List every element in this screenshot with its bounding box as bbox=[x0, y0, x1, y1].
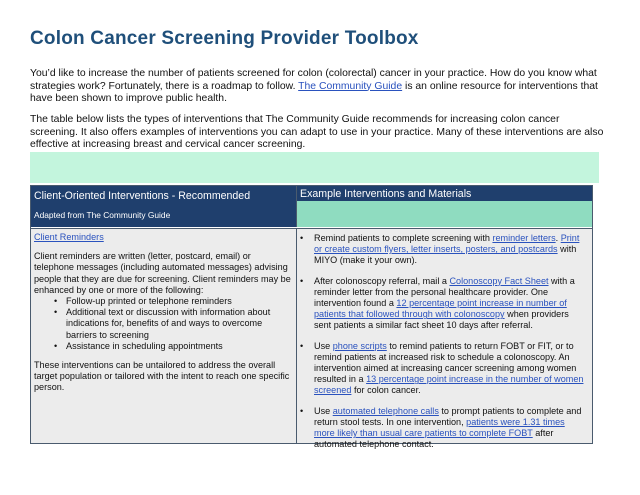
example-list bbox=[297, 229, 592, 450]
intro-paragraph-1 bbox=[30, 68, 610, 106]
list-item bbox=[297, 341, 586, 397]
custom-flyers-link[interactable]: Print or create custom flyers, letter inserts, posters, and postcards bbox=[314, 233, 580, 255]
right-header-accent bbox=[297, 201, 592, 227]
reminder-letters-link[interactable]: reminder letters bbox=[492, 233, 556, 243]
item-text: to remind patients to return FOBT or FIT, or to remind patients at increased risk to schedule a colonoscopy. An intervention aimed at increasing cancer screening among women resulted in a bbox=[314, 340, 577, 385]
item-text: Use bbox=[314, 405, 333, 416]
client-reminders-link[interactable]: Client Reminders bbox=[34, 232, 104, 242]
fobt-study-link[interactable]: patients were 1.31 times more likely than usual care patients to complete FOBT bbox=[314, 416, 565, 439]
list-item: • Additional text or discussion with information about indications for, benefits of and ways to overcome barriers to screening bbox=[54, 307, 291, 341]
item-text: for colon cancer. bbox=[351, 385, 421, 396]
community-guide-link[interactable]: The Community Guide bbox=[298, 80, 403, 92]
right-header-title: Example Interventions and Materials bbox=[300, 188, 472, 200]
left-header-subtitle: Adapted from The Community Guide bbox=[34, 210, 171, 220]
item-text: after automated telephone contact. bbox=[314, 428, 554, 450]
item-text: . bbox=[555, 233, 561, 243]
client-reminders-description: Client reminders are written (letter, postcard, email) or telephone messages (including automated messages) advising people that they are due for screening. Client reminders may be enhanced by one or more of the following: bbox=[34, 251, 291, 295]
followthrough-study-link[interactable]: 12 percentage point increase in number of patients that followed through with colonoscopy bbox=[314, 298, 567, 320]
enhancement-list bbox=[54, 296, 291, 352]
list-item bbox=[297, 276, 586, 332]
right-column-header bbox=[297, 186, 592, 201]
left-header-title: Client-Oriented Interventions - Recommended bbox=[34, 190, 251, 202]
item-text: Use bbox=[314, 340, 333, 351]
automated-calls-link[interactable]: automated telephone calls bbox=[332, 405, 439, 416]
item-text: with a reminder letter from the personal healthcare provider. One intervention found a bbox=[314, 275, 575, 309]
intro-text: is an online resource for interventions that have been shown to improve public health. bbox=[30, 80, 598, 105]
phone-scripts-link[interactable]: phone scripts bbox=[332, 340, 387, 351]
list-item: • Follow-up printed or telephone reminders bbox=[54, 296, 291, 307]
colonoscopy-fact-sheet-link[interactable]: Colonoscopy Fact Sheet bbox=[449, 275, 549, 286]
list-item bbox=[297, 233, 586, 267]
item-text: Remind patients to complete screening with bbox=[314, 233, 493, 243]
item-text: when providers sent patients a similar fact sheet 10 days after referral. bbox=[314, 309, 569, 331]
tailoring-note: These interventions can be untailored to address the overall target population or tailored with the intent to reach one specific person. bbox=[34, 360, 290, 393]
intro-paragraph-2: The table below lists the types of interventions that The Community Guide recommends for increasing colon cancer screening. It also offers examples of interventions you can adapt to use in your practice. Many of these interventions are also effective at increasing breast and cervical cancer screening. bbox=[30, 114, 604, 151]
item-text: with MIYO (make it your own). bbox=[314, 244, 577, 266]
interventions-table bbox=[30, 185, 593, 450]
left-column-cell bbox=[31, 228, 297, 443]
accent-band bbox=[30, 152, 599, 183]
right-column-cell bbox=[297, 228, 592, 450]
left-column-header bbox=[31, 186, 297, 227]
page-title: Colon Cancer Screening Provider Toolbox bbox=[30, 28, 419, 49]
list-item bbox=[297, 406, 586, 451]
item-text: After colonoscopy referral, mail a bbox=[314, 275, 450, 286]
list-item: • Assistance in scheduling appointments bbox=[54, 341, 291, 352]
item-text: to prompt patients to complete and return stool tests. In one intervention, bbox=[314, 405, 582, 427]
women-screened-study-link[interactable]: 13 percentage point increase in the number of women screened bbox=[314, 374, 584, 396]
intro-text: You’d like to increase the number of patients screened for colon (colorectal) cancer in your practice. How do you know what strategies work? Fortunately, there is a roadmap to follow. bbox=[30, 68, 597, 92]
